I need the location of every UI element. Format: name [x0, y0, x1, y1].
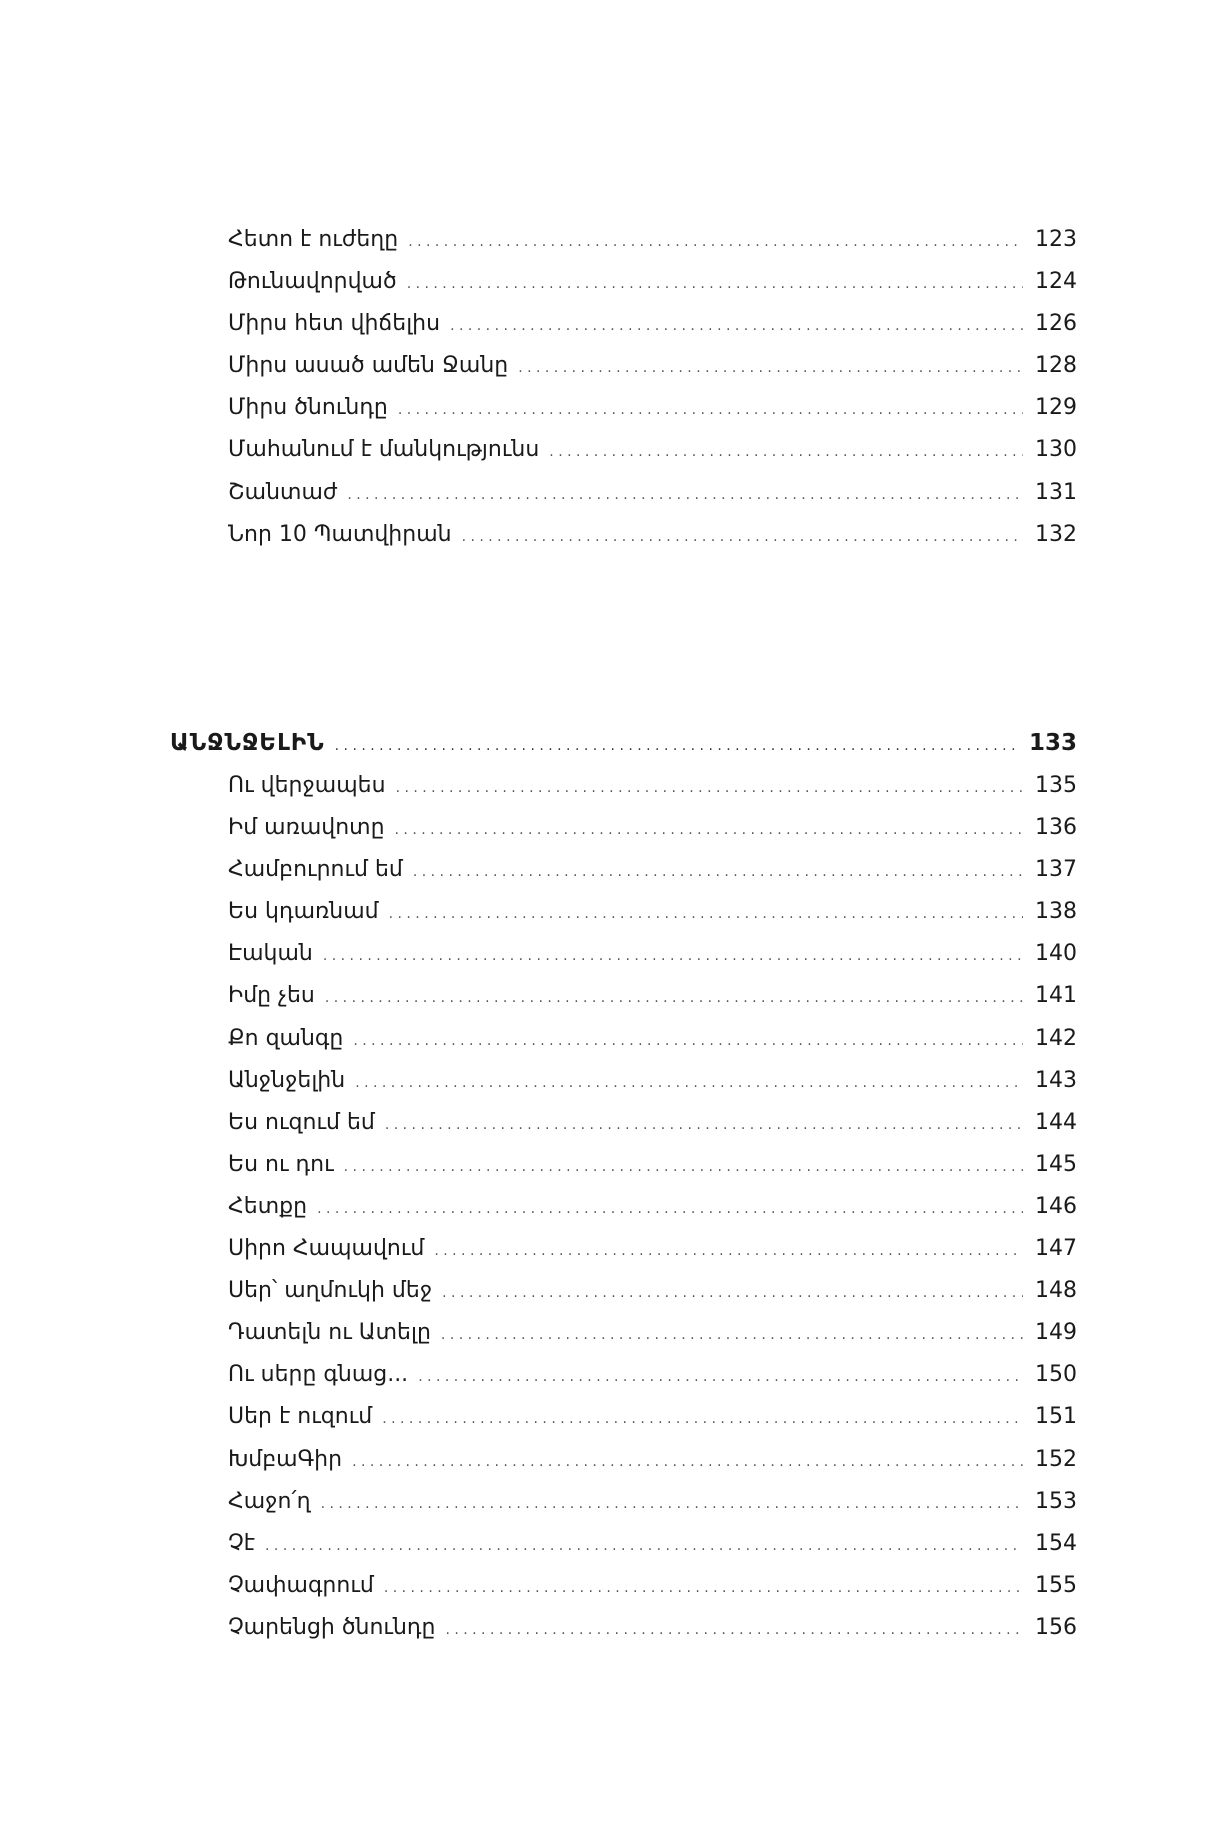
toc-entry-title: ԽմբաԳիր — [228, 1446, 343, 1472]
toc-entry-title: Միրս ասած ամեն Ջանը — [228, 353, 509, 379]
toc-entry-page: 156 — [1035, 1614, 1077, 1640]
toc-entry-page: 143 — [1035, 1067, 1077, 1093]
toc-entry-page: 123 — [1035, 227, 1077, 252]
toc-entry — [228, 975, 1077, 1017]
dot-leader — [323, 935, 1023, 977]
dot-leader — [355, 1062, 1023, 1104]
dot-leader — [518, 347, 1023, 389]
toc-entry — [228, 1396, 1077, 1438]
toc-entry-title: Ես ու դու — [228, 1151, 334, 1177]
toc-entry — [228, 1354, 1077, 1396]
dot-leader — [265, 1525, 1023, 1567]
toc-entry-title: Միրս հետ վիճելիս — [228, 311, 441, 337]
toc-entry-title: Ու վերջապես — [228, 773, 386, 798]
dot-leader — [398, 389, 1023, 431]
toc-entry-title: Իմ առավոտը — [228, 815, 385, 841]
toc-entry-page: 154 — [1035, 1530, 1077, 1556]
toc-list-section — [228, 765, 1077, 1649]
toc-entry-page: 155 — [1035, 1572, 1077, 1598]
toc-entry-page: 126 — [1035, 311, 1077, 337]
toc-entry — [228, 1607, 1077, 1649]
toc-entry — [228, 1312, 1077, 1354]
toc-entry — [228, 891, 1077, 933]
toc-entry-title: Շանտաժ — [228, 479, 338, 505]
toc-entry — [228, 933, 1077, 975]
dot-leader — [321, 1483, 1023, 1525]
toc-entry-page: 148 — [1035, 1278, 1077, 1304]
dot-leader — [407, 263, 1023, 305]
toc-entry-page: 131 — [1035, 479, 1077, 505]
section-title: ԱՆՋՆՋԵԼԻՆ — [170, 730, 325, 756]
toc-entry-page: 135 — [1035, 773, 1077, 798]
toc-entry-page: 146 — [1035, 1193, 1077, 1219]
toc-entry — [228, 1481, 1077, 1523]
toc-entry-page: 144 — [1035, 1109, 1077, 1135]
toc-entry-page: 150 — [1035, 1362, 1077, 1388]
toc-entry — [228, 849, 1077, 891]
toc-entry-title: Չէ — [228, 1530, 256, 1556]
toc-entry-title: Սիրո Հապավում — [228, 1236, 425, 1262]
toc-entry-page: 137 — [1035, 857, 1077, 883]
dot-leader — [335, 724, 1017, 768]
toc-entry-title: Սեր՝ աղմուկի մեջ — [228, 1278, 433, 1304]
dot-leader — [384, 1567, 1023, 1609]
toc-entry-page: 151 — [1035, 1404, 1077, 1430]
toc-entry — [228, 807, 1077, 849]
toc-entry — [228, 1144, 1077, 1186]
toc-entry-title: Նոր 10 Պատվիրան — [228, 521, 452, 547]
toc-entry-title: Մահանում է մանկությունս — [228, 437, 540, 463]
toc-section-heading — [170, 721, 1077, 765]
toc-entry-page: 132 — [1035, 521, 1077, 547]
dot-leader — [395, 809, 1023, 851]
toc-entry-page: 136 — [1035, 815, 1077, 841]
toc-entry-title: Ես ուզում եմ — [228, 1109, 375, 1135]
dot-leader — [441, 1314, 1023, 1356]
dot-leader — [347, 474, 1023, 516]
dot-leader — [413, 851, 1023, 893]
toc-entry — [228, 261, 1077, 303]
toc-entry — [228, 1186, 1077, 1228]
toc-entry-title: Դատելն ու Ատելը — [228, 1320, 431, 1346]
toc-entry-page: 130 — [1035, 437, 1077, 463]
toc-entry-title: Իմը չես — [228, 983, 315, 1009]
dot-leader — [549, 431, 1023, 473]
toc-entry — [228, 303, 1077, 345]
toc-entry-title: Թունավորված — [228, 269, 397, 295]
toc-entry-title: Հետքը — [228, 1193, 308, 1219]
dot-leader — [325, 977, 1023, 1019]
dot-leader — [317, 1188, 1023, 1230]
dot-leader — [344, 1146, 1023, 1188]
toc-entry-page: 145 — [1035, 1151, 1077, 1177]
toc-entry — [228, 514, 1077, 556]
toc-entry-page: 138 — [1035, 899, 1077, 925]
toc-entry-title: Հաջո՛ղ — [228, 1488, 311, 1514]
dot-leader — [396, 767, 1023, 809]
toc-entry-page: 129 — [1035, 395, 1077, 421]
toc-entry-title: Միրս ծնունդը — [228, 395, 388, 421]
dot-leader — [462, 516, 1023, 558]
dot-leader — [434, 1230, 1023, 1272]
dot-leader — [418, 1356, 1023, 1398]
dot-leader — [450, 305, 1023, 347]
toc-entry — [228, 765, 1077, 807]
toc-entry — [228, 387, 1077, 429]
dot-leader — [353, 1020, 1023, 1062]
toc-entry-page: 124 — [1035, 269, 1077, 295]
toc-entry-page: 141 — [1035, 983, 1077, 1009]
toc-entry — [228, 472, 1077, 514]
toc-list-top — [228, 219, 1077, 556]
toc-entry-page: 140 — [1035, 941, 1077, 967]
dot-leader — [352, 1441, 1023, 1483]
toc-entry — [228, 1018, 1077, 1060]
section-page: 133 — [1028, 730, 1077, 756]
toc-entry-title: Անջնջելին — [228, 1067, 346, 1093]
toc-entry — [228, 1102, 1077, 1144]
toc-entry-title: Չարենցի ծնունդը — [228, 1614, 436, 1640]
toc-entry-title: Ես կդառնամ — [228, 899, 379, 925]
toc-entry-title: Ու սերը գնաց... — [228, 1362, 409, 1388]
toc-entry — [228, 1439, 1077, 1481]
toc-entry-page: 147 — [1035, 1236, 1077, 1262]
toc-entry-title: Չափագրում — [228, 1572, 374, 1598]
toc-entry — [228, 219, 1077, 261]
toc-entry — [228, 1270, 1077, 1312]
dot-leader — [382, 1398, 1023, 1440]
toc-entry-title: Հետո է ուժեղը — [228, 227, 399, 252]
toc-entry-page: 149 — [1035, 1320, 1077, 1346]
toc-entry-title: Քո զանգը — [228, 1025, 344, 1051]
dot-leader — [442, 1272, 1023, 1314]
toc-entry-page: 142 — [1035, 1025, 1077, 1051]
toc-entry — [228, 1523, 1077, 1565]
dot-leader — [445, 1609, 1023, 1651]
toc-entry-title: Համբուրում եմ — [228, 857, 403, 883]
toc-entry-title: Սեր է ուզում — [228, 1404, 373, 1430]
dot-leader — [408, 221, 1023, 263]
toc-entry — [228, 345, 1077, 387]
toc-entry-title: Էական — [228, 941, 313, 967]
dot-leader — [389, 893, 1023, 935]
toc-entry — [228, 429, 1077, 471]
toc-entry — [228, 1060, 1077, 1102]
dot-leader — [385, 1104, 1023, 1146]
toc-entry — [228, 1565, 1077, 1607]
toc-entry — [228, 1228, 1077, 1270]
toc-entry-page: 128 — [1035, 353, 1077, 379]
toc-entry-page: 153 — [1035, 1488, 1077, 1514]
toc-entry-page: 152 — [1035, 1446, 1077, 1472]
